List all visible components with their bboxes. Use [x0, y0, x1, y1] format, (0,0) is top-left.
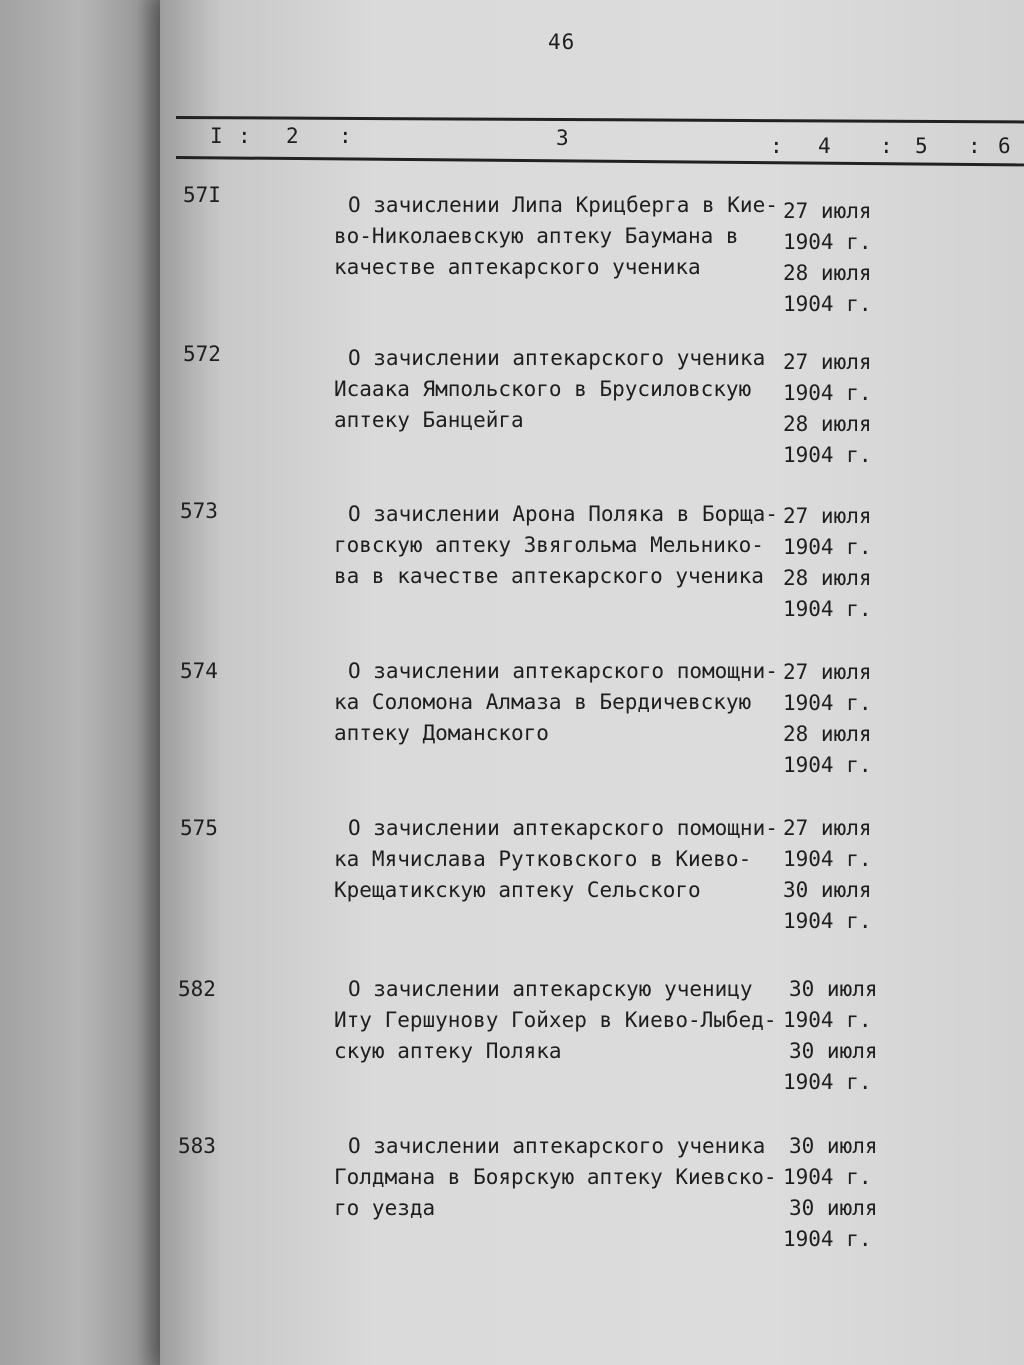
- entry-number: 57I: [183, 183, 221, 207]
- entry-date-line: 1904 г.: [783, 230, 872, 254]
- page-number: 46: [548, 30, 576, 54]
- entry-description: [334, 499, 784, 592]
- entry-date-line: 1904 г.: [783, 691, 872, 715]
- entry-description-line: О зачислении Арона Поляка в Борща-: [348, 502, 778, 526]
- entry-dates: [783, 813, 872, 937]
- column-header-separator: :: [880, 134, 893, 158]
- entry-description-line: Крещатикскую аптеку Сельского: [334, 878, 701, 902]
- column-header-6: 6: [998, 134, 1011, 158]
- entry-dates: [783, 1131, 878, 1255]
- entry-description-line: скую аптеку Поляка: [334, 1039, 562, 1063]
- entry-number: 573: [180, 499, 218, 523]
- column-header-2: 2: [286, 124, 299, 148]
- entry-number: 574: [180, 659, 218, 683]
- entry-description: [334, 974, 784, 1067]
- entry-date-line: 27 июля: [783, 350, 872, 374]
- entry-date-line: 30 июля: [789, 977, 878, 1001]
- entry-description-line: О зачислении Липа Крицберга в Кие-: [348, 193, 778, 217]
- entry-date-line: 30 июля: [789, 1196, 878, 1220]
- entry-date-line: 28 июля: [783, 722, 872, 746]
- entry-description-line: Иту Гершунову Гойхер в Киево-Лыбед-: [334, 1008, 777, 1032]
- entry-description-line: Исаака Ямпольского в Брусиловскую: [334, 377, 752, 401]
- entry-description: [334, 190, 784, 283]
- entry-description-line: ка Мячислава Рутковского в Киево-: [334, 847, 752, 871]
- entry-date-line: 1904 г.: [783, 1227, 872, 1251]
- entry-description-line: О зачислении аптекарского ученика: [348, 346, 766, 370]
- entry-date-line: 1904 г.: [783, 1165, 872, 1189]
- entry-date-line: 1904 г.: [783, 381, 872, 405]
- entry-description-line: во-Николаевскую аптеку Баумана в: [334, 224, 739, 248]
- entry-description-line: О зачислении аптекарского помощни-: [348, 659, 778, 683]
- entry-date-line: 1904 г.: [783, 597, 872, 621]
- entry-number: 583: [178, 1134, 216, 1158]
- column-header-1: I: [210, 124, 223, 148]
- entry-description: [334, 1131, 784, 1224]
- entry-description: [334, 656, 784, 749]
- entry-date-line: 27 июля: [783, 816, 872, 840]
- entry-description-line: О зачислении аптекарского ученика: [348, 1134, 766, 1158]
- column-header-separator: :: [770, 134, 783, 158]
- entry-description-line: О зачислении аптекарскую ученицу: [348, 977, 753, 1001]
- column-header-5: 5: [915, 134, 928, 158]
- entry-date-line: 28 июля: [783, 566, 872, 590]
- entry-date-line: 1904 г.: [783, 535, 872, 559]
- entry-description: [334, 343, 784, 436]
- column-header-separator: :: [238, 124, 251, 148]
- entry-dates: [783, 347, 872, 471]
- entry-date-line: 1904 г.: [783, 847, 872, 871]
- entry-date-line: 1904 г.: [783, 443, 872, 467]
- entry-date-line: 1904 г.: [783, 753, 872, 777]
- entry-description-line: аптеку Банцейга: [334, 408, 524, 432]
- entry-dates: [783, 657, 872, 781]
- entry-description-line: качестве аптекарского ученика: [334, 255, 701, 279]
- entry-date-line: 27 июля: [783, 504, 872, 528]
- entry-date-line: 30 июля: [789, 1134, 878, 1158]
- entry-description-line: говскую аптеку Звягольма Мельнико-: [334, 533, 764, 557]
- entry-dates: [783, 974, 878, 1098]
- entry-date-line: 1904 г.: [783, 1008, 872, 1032]
- entry-dates: [783, 501, 872, 625]
- entry-date-line: 28 июля: [783, 261, 872, 285]
- entry-date-line: 28 июля: [783, 412, 872, 436]
- entry-date-line: 30 июля: [783, 878, 872, 902]
- entry-date-line: 27 июля: [783, 199, 872, 223]
- entry-date-line: 1904 г.: [783, 1070, 872, 1094]
- entry-description-line: ка Соломона Алмаза в Бердичевскую: [334, 690, 752, 714]
- entry-number: 575: [180, 816, 218, 840]
- entry-description: [334, 813, 784, 906]
- entry-dates: [783, 196, 872, 320]
- entry-description-line: аптеку Доманского: [334, 721, 549, 745]
- entry-description-line: Голдмана в Боярскую аптеку Киевско-: [334, 1165, 777, 1189]
- entry-number: 572: [183, 342, 221, 366]
- column-header-separator: :: [339, 124, 352, 148]
- entry-number: 582: [178, 977, 216, 1001]
- column-header-4: 4: [818, 134, 831, 158]
- entry-description-line: О зачислении аптекарского помощни-: [348, 816, 778, 840]
- entry-date-line: 27 июля: [783, 660, 872, 684]
- entry-date-line: 1904 г.: [783, 292, 872, 316]
- entry-date-line: 30 июля: [789, 1039, 878, 1063]
- entry-description-line: го уезда: [334, 1196, 436, 1220]
- column-header-3: 3: [556, 126, 569, 150]
- left-page: [0, 0, 175, 1365]
- column-header-separator: :: [968, 134, 981, 158]
- entry-description-line: ва в качестве аптекарского ученика: [334, 564, 764, 588]
- entry-date-line: 1904 г.: [783, 909, 872, 933]
